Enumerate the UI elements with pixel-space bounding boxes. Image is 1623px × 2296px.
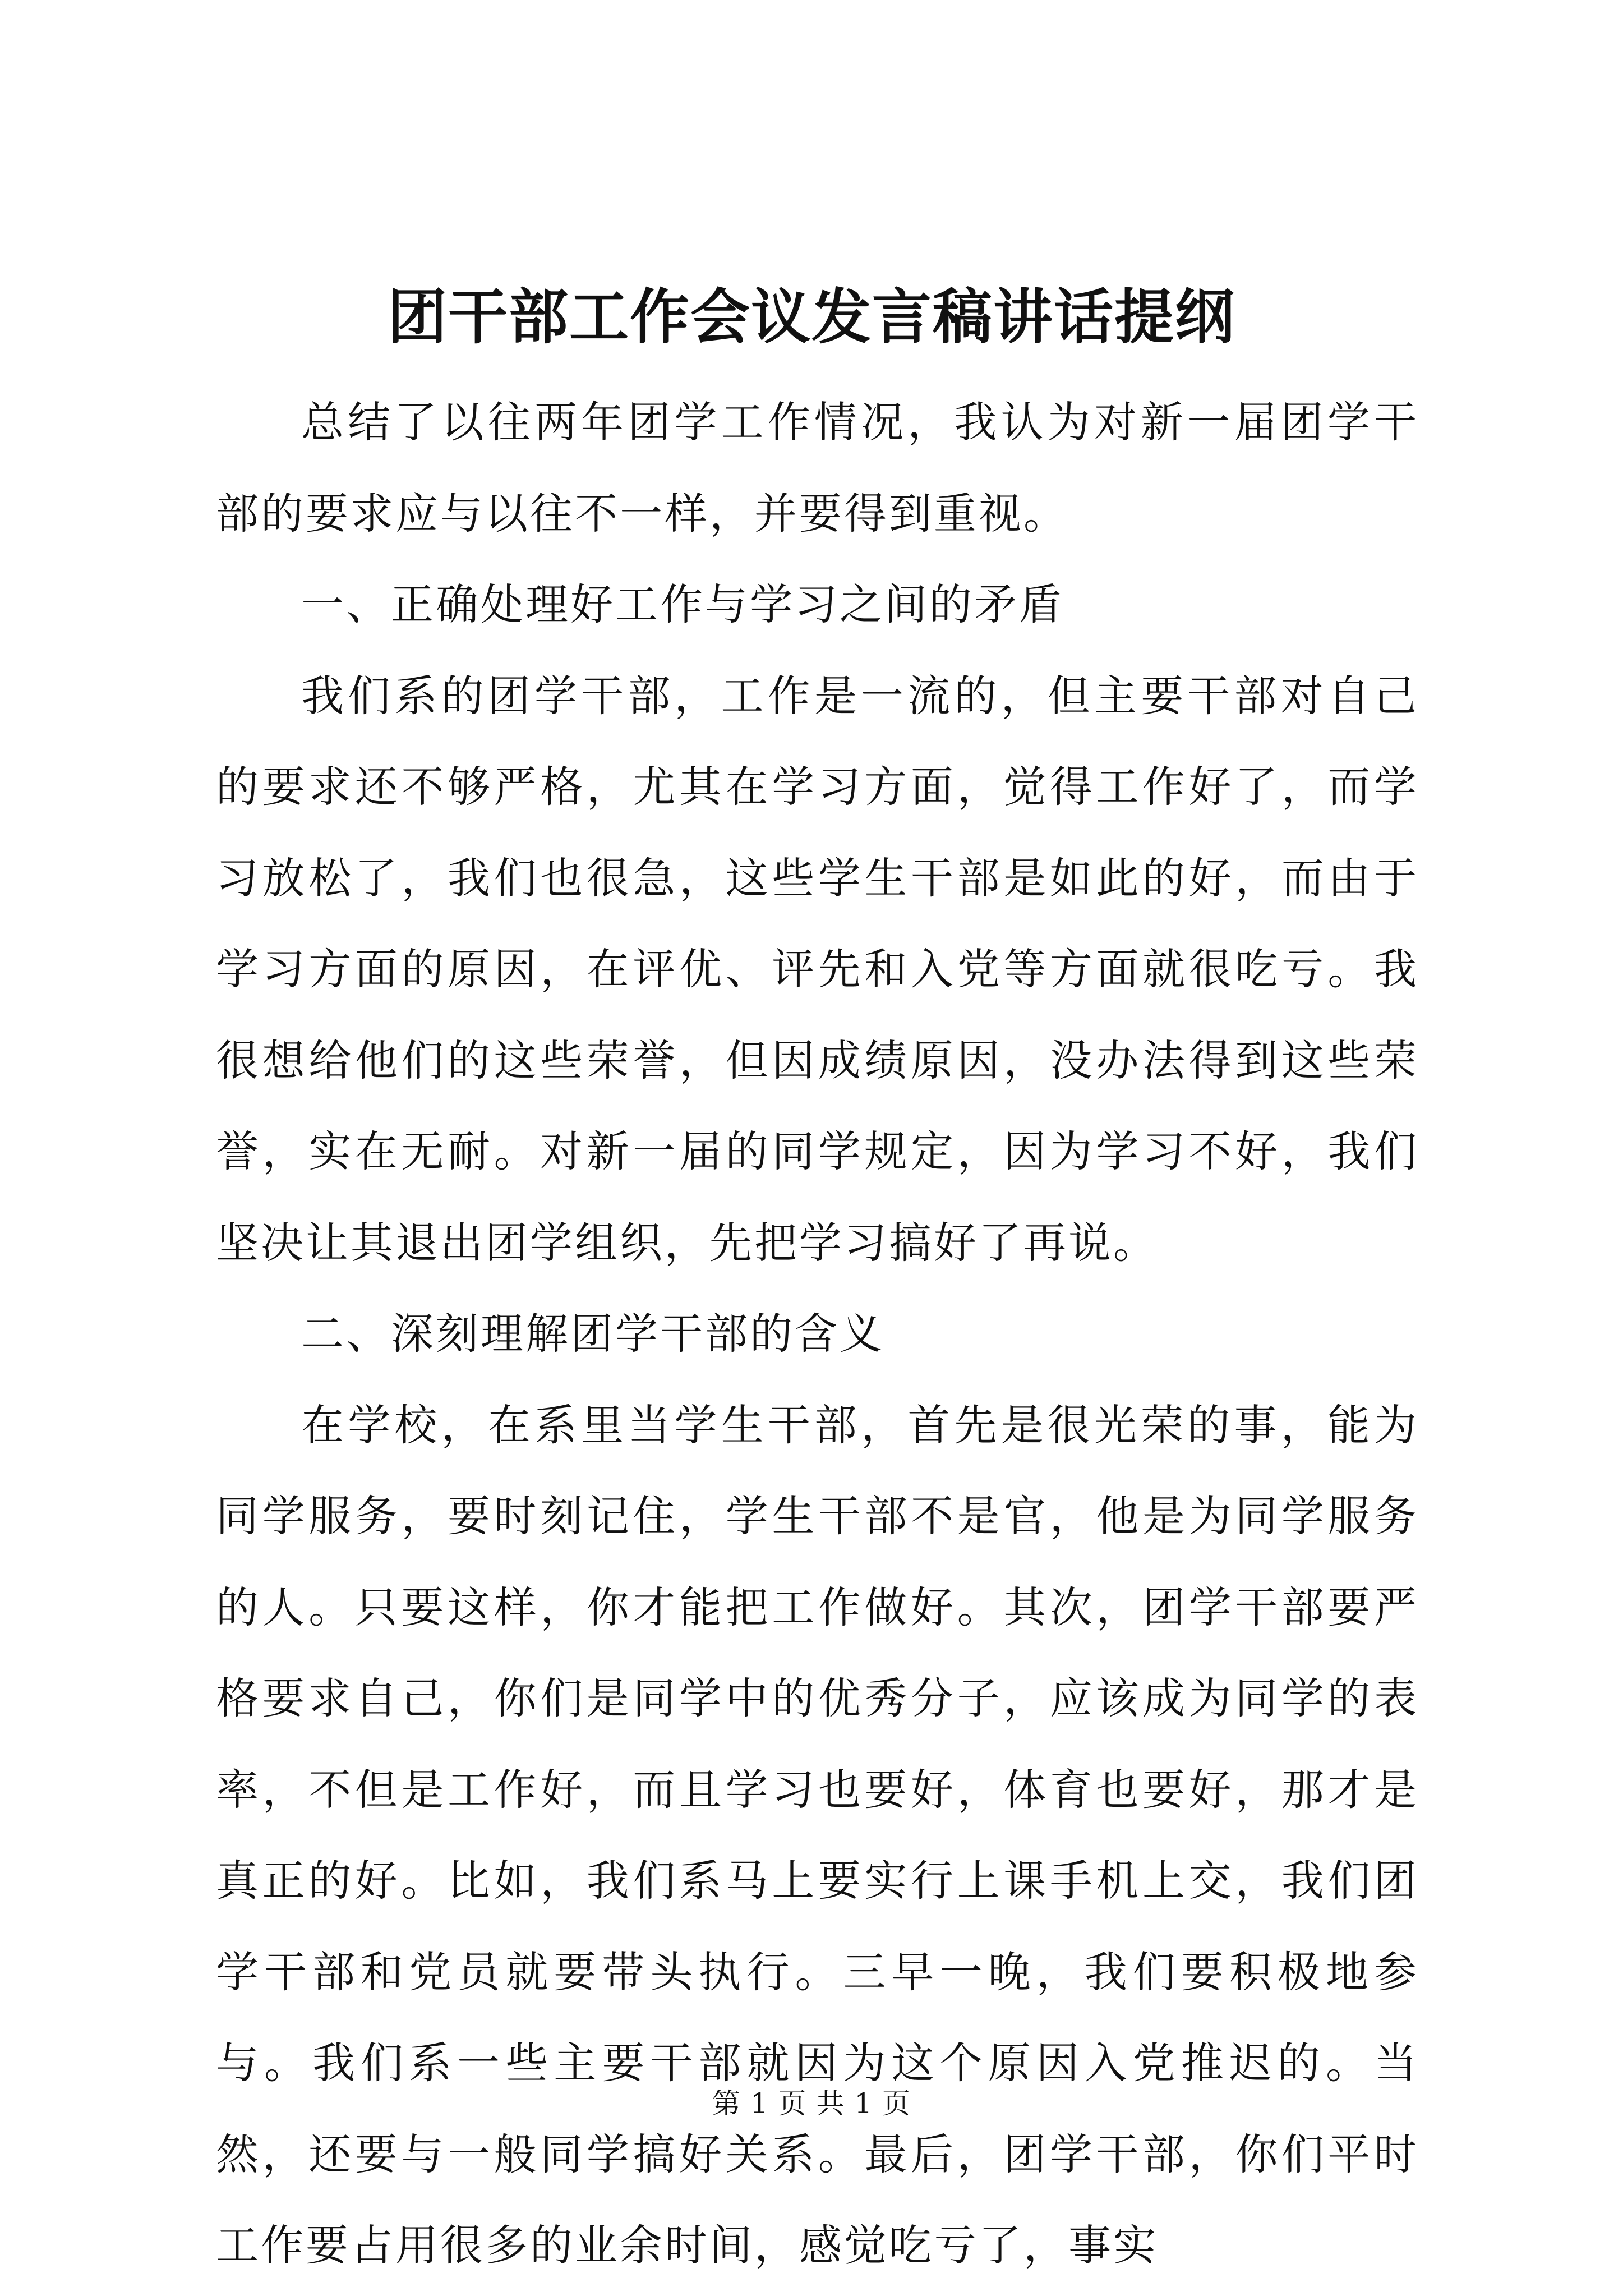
document-title: 团干部工作会议发言稿讲话提纲 bbox=[388, 282, 1235, 352]
paragraph-section-2: 在学校，在系里当学生干部，首先是很光荣的事，能为同学服务，要时刻记住，学生干部不是官，他是为同学服务的人。只要这样，你才能把工作做好。其次，团学干部要严格要求自己，你们是同学中的优秀分子，应该成为同学的表率，不但是工作好，而且学习也要好，体育也要好，那才是真正的好。比如，我们系马上要实行上课手机上交，我们团学干部和党员就要带头执行。三早一晚，我们要积极地参与。我们系一些主要干部就因为这个原因入党推迟的。当然，还要与一般同学搞好关系。最后，团学干部，你们平时工作要占用很多的业余时间，感觉吃亏了，事实 bbox=[216, 1400, 1419, 2270]
section-heading-1: 一、正确处理好工作与学习之间的矛盾 bbox=[301, 579, 1064, 629]
section-heading-2: 二、深刻理解团学干部的含义 bbox=[301, 1309, 884, 1359]
page-footer: 第 1 页 共 1 页 bbox=[712, 2087, 911, 2120]
paragraph-intro: 总结了以往两年团学工作情况，我认为对新一届团学干部的要求应与以往不一样，并要得到重视。 bbox=[216, 397, 1419, 539]
document-body bbox=[216, 377, 1419, 2292]
paragraph-section-1: 我们系的团学干部，工作是一流的，但主要干部对自己的要求还不够严格，尤其在学习方面，觉得工作好了，而学习放松了，我们也很急，这些学生干部是如此的好，而由于学习方面的原因，在评优、评先和入党等方面就很吃亏。我很想给他们的这些荣誉，但因成绩原因，没办法得到这些荣誉，实在无耐。对新一届的同学规定，因为学习不好，我们坚决让其退出团学组织，先把学习搞好了再说。 bbox=[216, 670, 1419, 1268]
